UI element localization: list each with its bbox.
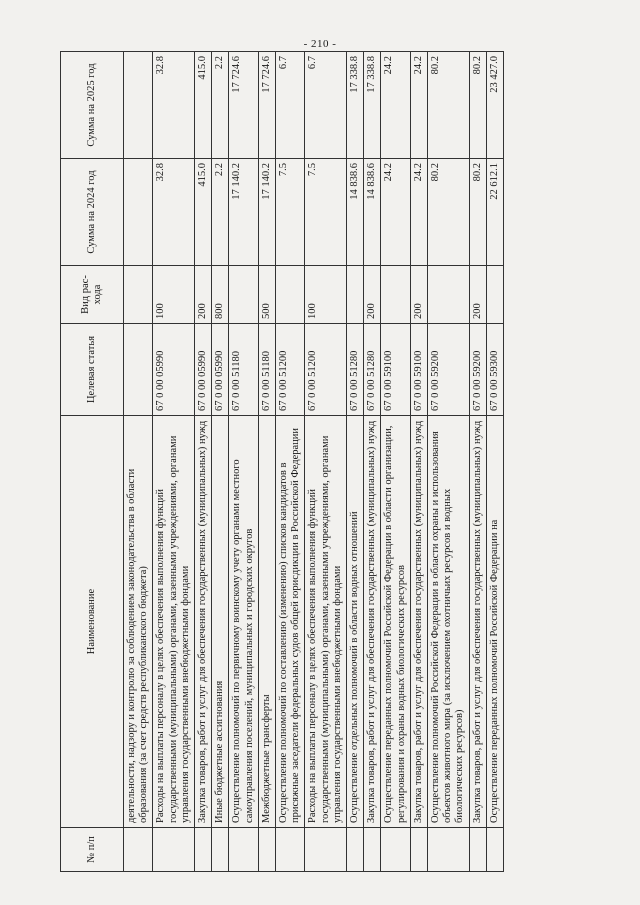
rotated-table-wrapper [60, 52, 580, 872]
header-sum-2025: Сумма на 2025 год [61, 52, 124, 159]
row-sum-2024: 80.2 [428, 159, 470, 266]
header-vr: Вид рас-хода [61, 266, 124, 324]
row-target-code: 67 0 00 51180 [258, 324, 275, 416]
row-name: Расходы на выплаты персоналу в целях обеспечения выполнения функций государственными (муниципальными) органами, казенными учреждениями, органами управления государственными внебюджетными фондами [305, 416, 347, 828]
budget-table [60, 51, 504, 872]
row-expense-type: 500 [258, 266, 275, 324]
row-expense-type: 200 [364, 266, 381, 324]
row-sum-2024: 2.2 [212, 159, 229, 266]
row-expense-type: 100 [153, 266, 195, 324]
row-name: Расходы на выплаты персоналу в целях обеспечения выполнения функций государственными (муниципальными) органами, казенными учреждениями, органами управления государственными внебюджетными фондами [153, 416, 195, 828]
row-number [469, 828, 486, 872]
row-name: Закупка товаров, работ и услуг для обеспечения государственных (муниципальных) нужд [410, 416, 427, 828]
row-name: Осуществление отдельных полномочий в области водных отношений [347, 416, 364, 828]
row-target-code: 67 0 00 51200 [305, 324, 347, 416]
table-row [410, 52, 427, 872]
table-row [276, 52, 305, 872]
table-body [124, 52, 504, 872]
row-target-code: 67 0 00 51280 [347, 324, 364, 416]
row-expense-type [229, 266, 258, 324]
row-target-code: 67 0 00 59100 [381, 324, 410, 416]
row-target-code: 67 0 00 59300 [486, 324, 503, 416]
row-name: деятельности, надзору и контролю за соблюдением законодательства в области образования (за счет средств республиканского бюджета) [124, 416, 153, 828]
row-target-code: 67 0 00 59100 [410, 324, 427, 416]
table-row [381, 52, 410, 872]
row-sum-2024: 14 838.6 [347, 159, 364, 266]
row-target-code: 67 0 00 05990 [153, 324, 195, 416]
table-row [469, 52, 486, 872]
row-number [124, 828, 153, 872]
row-sum-2025 [124, 52, 153, 159]
row-target-code: 67 0 00 51200 [276, 324, 305, 416]
row-name: Осуществление полномочий по первичному воинскому учету органами местного самоуправления поселений, муниципальных и городских округов [229, 416, 258, 828]
table-row [195, 52, 212, 872]
row-sum-2025: 2.2 [212, 52, 229, 159]
row-sum-2024: 415.0 [195, 159, 212, 266]
row-sum-2025: 23 427.0 [486, 52, 503, 159]
table-row [305, 52, 347, 872]
row-sum-2025: 80.2 [428, 52, 470, 159]
row-number [410, 828, 427, 872]
row-target-code: 67 0 00 05990 [212, 324, 229, 416]
row-number [486, 828, 503, 872]
row-target-code: 67 0 00 05990 [195, 324, 212, 416]
row-sum-2024: 24.2 [410, 159, 427, 266]
table-row [428, 52, 470, 872]
row-number [381, 828, 410, 872]
row-number [212, 828, 229, 872]
header-name: Наименование [61, 416, 124, 828]
row-number [258, 828, 275, 872]
row-name: Осуществление переданных полномочий Российской Федерации на [486, 416, 503, 828]
row-sum-2025: 6.7 [305, 52, 347, 159]
row-sum-2025: 24.2 [381, 52, 410, 159]
table-row [212, 52, 229, 872]
row-number [229, 828, 258, 872]
table-row [347, 52, 364, 872]
row-target-code: 67 0 00 51180 [229, 324, 258, 416]
page-number: - 210 - [303, 38, 337, 50]
row-number [364, 828, 381, 872]
row-expense-type: 200 [195, 266, 212, 324]
row-name: Иные бюджетные ассигнования [212, 416, 229, 828]
row-expense-type [381, 266, 410, 324]
row-name: Межбюджетные трансферты [258, 416, 275, 828]
row-expense-type [428, 266, 470, 324]
row-sum-2025: 24.2 [410, 52, 427, 159]
row-target-code: 67 0 00 51280 [364, 324, 381, 416]
row-target-code: 67 0 00 59200 [469, 324, 486, 416]
row-number [305, 828, 347, 872]
row-name: Осуществление полномочий по составлению (изменению) списков кандидатов в присяжные заседатели федеральных судов общей юрисдикции в Российской Федерации [276, 416, 305, 828]
row-sum-2025: 17 724.6 [258, 52, 275, 159]
row-target-code [124, 324, 153, 416]
row-name: Осуществление переданных полномочий Российской Федерации в области организации, регулирования и охраны водных биологических ресурсов [381, 416, 410, 828]
table-row [258, 52, 275, 872]
row-expense-type [124, 266, 153, 324]
row-target-code: 67 0 00 59200 [428, 324, 470, 416]
table-row [486, 52, 503, 872]
row-sum-2025: 17 338.8 [364, 52, 381, 159]
row-sum-2024 [124, 159, 153, 266]
row-sum-2025: 17 724.6 [229, 52, 258, 159]
header-num: № п/п [61, 828, 124, 872]
row-name: Закупка товаров, работ и услуг для обеспечения государственных (муниципальных) нужд [364, 416, 381, 828]
table-row [153, 52, 195, 872]
row-sum-2024: 22 612.1 [486, 159, 503, 266]
row-sum-2024: 32.8 [153, 159, 195, 266]
row-expense-type: 100 [305, 266, 347, 324]
row-sum-2025: 17 338.8 [347, 52, 364, 159]
table-row [124, 52, 153, 872]
row-sum-2024: 24.2 [381, 159, 410, 266]
header-code: Целевая статья [61, 324, 124, 416]
row-number [276, 828, 305, 872]
row-sum-2025: 80.2 [469, 52, 486, 159]
table-row [229, 52, 258, 872]
row-number [428, 828, 470, 872]
row-expense-type [276, 266, 305, 324]
row-expense-type: 200 [410, 266, 427, 324]
row-sum-2024: 7.5 [276, 159, 305, 266]
table-row [364, 52, 381, 872]
row-expense-type: 200 [469, 266, 486, 324]
row-expense-type [486, 266, 503, 324]
row-number [347, 828, 364, 872]
row-expense-type: 800 [212, 266, 229, 324]
row-sum-2025: 6.7 [276, 52, 305, 159]
header-sum-2024: Сумма на 2024 год [61, 159, 124, 266]
row-number [153, 828, 195, 872]
row-sum-2024: 80.2 [469, 159, 486, 266]
row-name: Закупка товаров, работ и услуг для обеспечения государственных (муниципальных) нужд [195, 416, 212, 828]
row-name: Закупка товаров, работ и услуг для обеспечения государственных (муниципальных) нужд [469, 416, 486, 828]
row-sum-2024: 17 140.2 [258, 159, 275, 266]
row-sum-2024: 17 140.2 [229, 159, 258, 266]
row-sum-2024: 7.5 [305, 159, 347, 266]
row-sum-2024: 14 838.6 [364, 159, 381, 266]
table-header-row [61, 52, 124, 872]
row-name: Осуществление полномочий Российской Федерации в области охраны и использования объектов животного мира (за исключением охотничьих ресурсов и водных биологических ресурсов) [428, 416, 470, 828]
row-expense-type [347, 266, 364, 324]
row-sum-2025: 415.0 [195, 52, 212, 159]
row-number [195, 828, 212, 872]
row-sum-2025: 32.8 [153, 52, 195, 159]
